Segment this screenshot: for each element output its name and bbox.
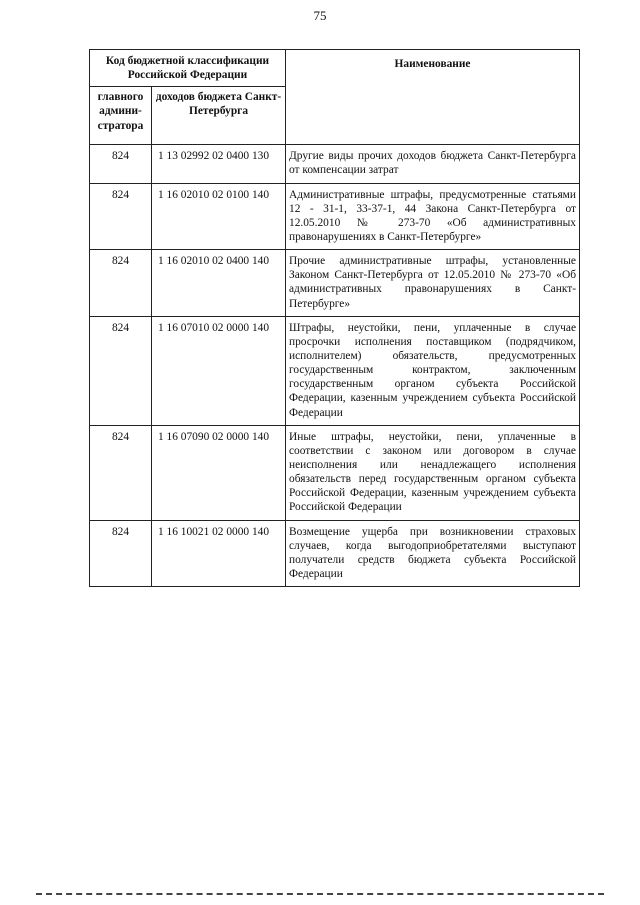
admin-code-cell: 824: [90, 520, 152, 587]
income-code-cell: 1 16 10021 02 0000 140: [152, 520, 286, 587]
income-name-cell: Другие виды прочих доходов бюджета Санкт-Петербурга от компенсации затрат: [286, 145, 580, 183]
name-column-header: Наименование: [286, 50, 580, 145]
income-code-cell: 1 16 07090 02 0000 140: [152, 425, 286, 520]
admin-code-cell: 824: [90, 183, 152, 250]
bottom-scan-line: [36, 893, 604, 895]
income-name-cell: Административные штрафы, предусмотренные статьями 12 - 31-1, 33-37-1, 44 Закона Санкт-Петербурга от 12.05.2010 № 273-70 «Об административных правонарушениях в Санкт-Петербурге»: [286, 183, 580, 250]
table-row: [90, 145, 580, 183]
income-name-cell: Иные штрафы, неустойки, пени, уплаченные в соответствии с законом или договором в случае неисполнения или ненадлежащего исполнения обязательств перед государственным органом субъекта Российской Федерации, казенным учреждением субъекта Российской Федерации: [286, 425, 580, 520]
income-name-cell: Прочие административные штрафы, установленные Законом Санкт-Петербурга от 12.05.2010 № 273-70 «Об административных правонарушениях в Санкт-Петербурге»: [286, 250, 580, 317]
table-row: [90, 425, 580, 520]
admin-code-cell: 824: [90, 145, 152, 183]
income-code-cell: 1 16 02010 02 0400 140: [152, 250, 286, 317]
budget-classification-table: [89, 49, 580, 587]
income-code-cell: 1 16 02010 02 0100 140: [152, 183, 286, 250]
income-name-cell: Штрафы, неустойки, пени, уплаченные в случае просрочки исполнения поставщиком (подрядчиком, исполнителем) обязательств, предусмотренных государственным контрактом, заключенным государственным органом субъекта Российской Федерации, казенным учреждением субъекта Российской Федерации: [286, 316, 580, 425]
income-code-cell: 1 13 02992 02 0400 130: [152, 145, 286, 183]
table-row: [90, 316, 580, 425]
admin-code-cell: 824: [90, 316, 152, 425]
table-row: [90, 250, 580, 317]
page-number: 75: [313, 8, 327, 23]
code-group-header: Код бюджетной классификации Российской Федерации: [90, 50, 286, 87]
admin-code-cell: 824: [90, 250, 152, 317]
income-column-header: доходов бюджета Санкт-Петербурга: [152, 87, 286, 145]
income-code-cell: 1 16 07010 02 0000 140: [152, 316, 286, 425]
table-row: [90, 183, 580, 250]
admin-column-header: главного админи- стратора: [90, 87, 152, 145]
table-row: [90, 520, 580, 587]
admin-code-cell: 824: [90, 425, 152, 520]
income-name-cell: Возмещение ущерба при возникновении страховых случаев, когда выгодоприобретателями выступают получатели средств бюджета субъекта Российской Федерации: [286, 520, 580, 587]
table-header-row: [90, 50, 580, 87]
